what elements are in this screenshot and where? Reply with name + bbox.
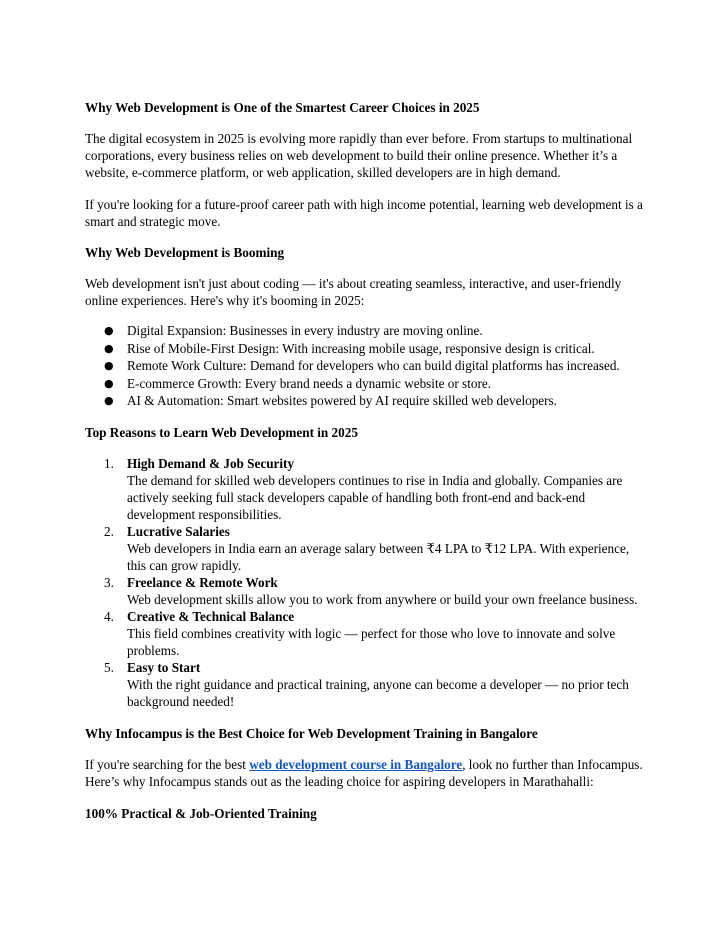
- list-item-number: 2.: [104, 524, 114, 539]
- list-item-title: High Demand & Job Security: [127, 456, 295, 471]
- list-item-text: Remote Work Culture: Demand for developers who can build digital platforms has increased.: [127, 358, 620, 373]
- list-item-text: Rise of Mobile-First Design: With increasing mobile usage, responsive design is critical.: [127, 340, 595, 356]
- list-item-text: This field combines creativity with logic — perfect for those who love to innovate and solve problems.: [127, 626, 616, 658]
- infocampus-paragraph: [85, 756, 645, 790]
- practical-training-heading: 100% Practical & Job-Oriented Training: [85, 806, 317, 821]
- list-item-title: Easy to Start: [127, 660, 201, 675]
- infocampus-text-after: , look no further than Infocampus. Here’s why Infocampus stands out as the leading choice for aspiring developers in Marathahalli:: [85, 757, 643, 789]
- booming-heading: Why Web Development is Booming: [85, 245, 285, 260]
- booming-paragraph: Web development isn't just about coding — it's about creating seamless, interactive, and user-friendly online experiences. Here's why it's booming in 2025:: [85, 276, 622, 308]
- list-item-title: Freelance & Remote Work: [127, 575, 278, 590]
- list-item-text: Web development skills allow you to work from anywhere or build your own freelance business.: [127, 592, 638, 607]
- list-item-text: The demand for skilled web developers continues to rise in India and globally. Companies are actively seeking full stack developers capable of handling both front-end and back-end development responsibilities.: [127, 473, 623, 522]
- list-item-number: 4.: [104, 609, 114, 624]
- intro-paragraph-1: The digital ecosystem in 2025 is evolving more rapidly than ever before. From startups to multinational corporations, every business relies on web development to build their online presence. Whether it’s a website, e-commerce platform, or web application, skilled developers are in high demand.: [85, 131, 633, 180]
- bullet-icon: ●: [104, 394, 114, 407]
- infocampus-heading: Why Infocampus is the Best Choice for Web Development Training in Bangalore: [85, 726, 538, 741]
- reasons-heading: Top Reasons to Learn Web Development in 2025: [85, 425, 358, 440]
- list-item-text: E-commerce Growth: Every brand needs a dynamic website or store.: [127, 375, 491, 391]
- list-item-text: Web developers in India earn an average salary between ₹4 LPA to ₹12 LPA. With experience, this can grow rapidly.: [127, 541, 630, 573]
- bullet-icon: ●: [104, 324, 114, 337]
- bullet-icon: ●: [104, 341, 114, 355]
- list-item-text: AI & Automation: Smart websites powered by AI require skilled web developers.: [127, 393, 557, 408]
- web-development-course-link[interactable]: web development course in Bangalore: [249, 757, 463, 772]
- document-title: Why Web Development is One of the Smartest Career Choices in 2025: [85, 100, 480, 115]
- bullet-icon: ●: [104, 359, 114, 372]
- bullet-icon: ●: [104, 376, 114, 390]
- intro-paragraph-2: If you're looking for a future-proof career path with high income potential, learning web development is a smart and strategic move.: [85, 197, 643, 229]
- list-item-title: Creative & Technical Balance: [127, 609, 295, 624]
- list-item-number: 5.: [104, 660, 114, 675]
- list-item-text: With the right guidance and practical training, anyone can become a developer — no prior tech background needed!: [127, 677, 629, 709]
- infocampus-text-before: If you're searching for the best: [85, 757, 250, 772]
- list-item-title: Lucrative Salaries: [127, 524, 230, 539]
- list-item-number: 3.: [104, 575, 114, 590]
- list-item-text: Digital Expansion: Businesses in every industry are moving online.: [127, 323, 483, 338]
- list-item-number: 1.: [104, 456, 114, 471]
